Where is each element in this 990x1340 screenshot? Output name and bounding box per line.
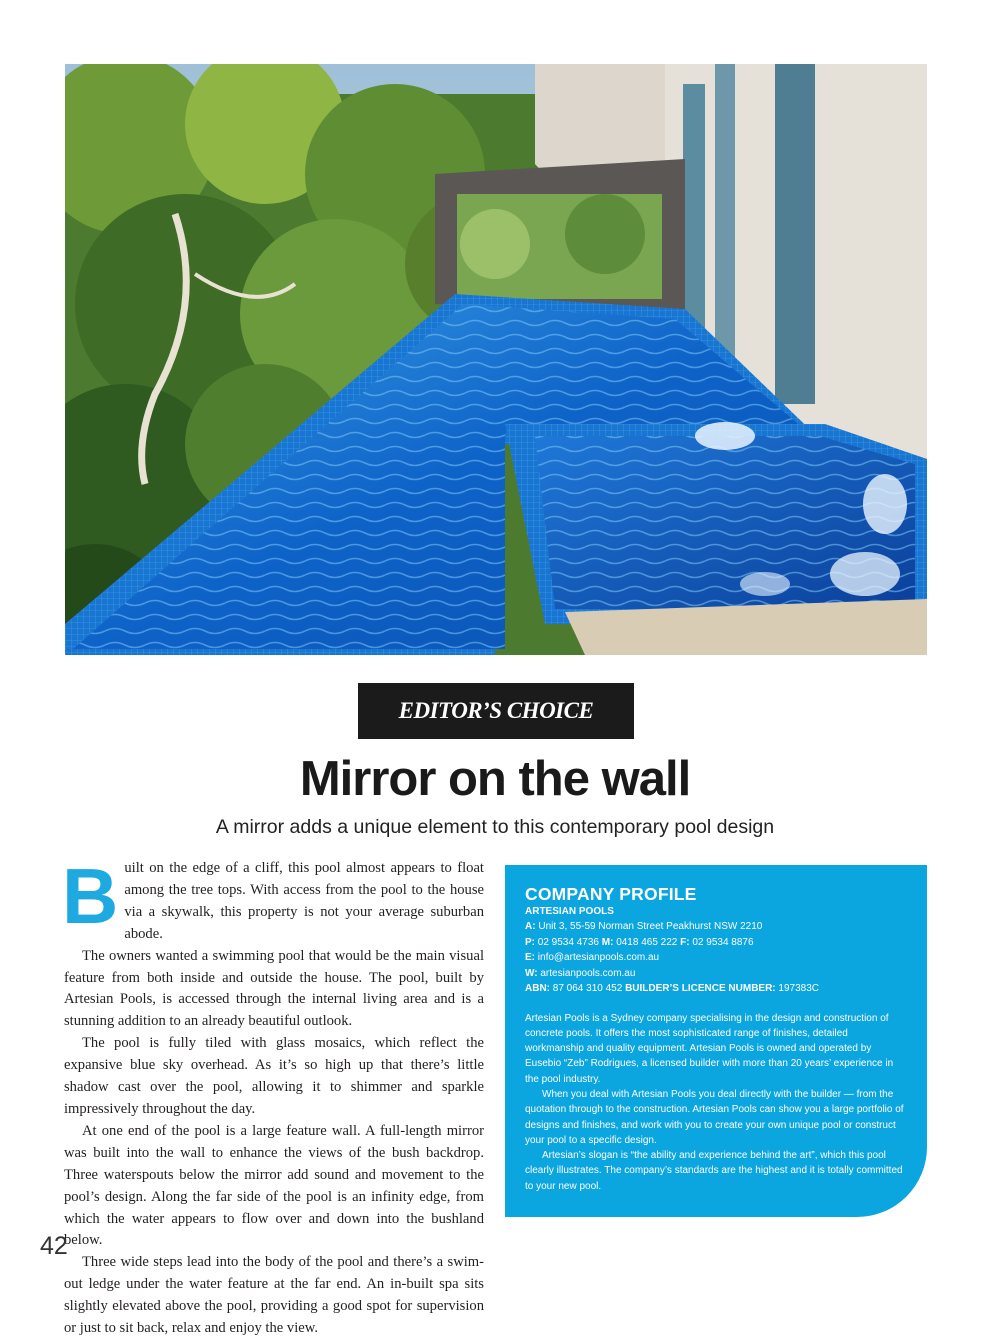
editors-choice-badge: EDITOR’S CHOICE — [358, 683, 634, 739]
company-profile-box — [505, 865, 927, 1217]
web-label: W: — [525, 967, 538, 979]
abn-label: ABN: — [525, 983, 550, 994]
web-line — [525, 966, 907, 982]
email-line — [525, 950, 907, 966]
paragraph: uilt on the edge of a cliff, this pool almost appears to float among the tree tops. With access from the pool to the house via a skywalk, this property is not your average suburban abode. — [124, 860, 484, 942]
address-value: Unit 3, 55-59 Norman Street Peakhurst NSW 2210 — [538, 921, 763, 932]
licence-label: BUILDER’S LICENCE NUMBER: — [625, 983, 776, 994]
abn-line — [525, 981, 907, 997]
profile-paragraph: Artesian’s slogan is “the ability and experience behind the art”, which this pool clearly illustrates. The company’s standards are the highest and it is totally committed to your new pool. — [525, 1150, 903, 1192]
website-link[interactable]: artesianpools.com.au — [540, 967, 636, 979]
abn-value: 87 064 310 452 — [552, 983, 623, 994]
paragraph: At one end of the pool is a large feature wall. A full-length mirror was built into the wall to enhance the views of the bush backdrop. Three waterspouts below the mirror add sound and movement to the pool’s design. Along the far side of the pool is an infinity edge, from which the water appears to flow over and down into the bushland below. — [64, 1122, 484, 1249]
mobile-label: M: — [601, 936, 614, 948]
drop-cap: B — [62, 852, 119, 940]
fax-value: 02 9534 8876 — [692, 936, 754, 948]
mobile-value[interactable]: 0418 465 222 — [616, 936, 678, 948]
profile-paragraph: Artesian Pools is a Sydney company specialising in the design and construction of concrete pools. It offers the most sophisticated range of finishes, detailed workmanship and quality equipment. Artesian Pools is owned and operated by Eusebio “Zeb” Rodrigues, a licensed builder with more than 20 years’ experience in the pool industry. — [525, 1012, 894, 1085]
company-name: ARTESIAN POOLS — [525, 906, 614, 917]
fax-label: F: — [680, 936, 690, 948]
address-line — [525, 919, 907, 935]
licence-value: 197383C — [778, 983, 820, 994]
article-title: Mirror on the wall — [299, 752, 691, 806]
paragraph: Three wide steps lead into the body of the pool and there’s a swim-out ledge under the water feature at the far end. An in-built spa sits slightly elevated above the pool, providing a good spot for supervision or just to sit back, relax and enjoy the view. — [64, 1254, 484, 1337]
pool-illustration — [65, 64, 927, 655]
phone-value[interactable]: 02 9534 4736 — [537, 936, 599, 948]
profile-heading: COMPANY PROFILE — [525, 884, 697, 904]
paragraph: The pool is fully tiled with glass mosaics, which reflect the expansive blue sky overhead. As it’s so high up that there’s little shadow cast over the pool, allowing it to shimmer and sparkle impressively throughout the day. — [64, 1035, 484, 1117]
page-number: 42 — [40, 1232, 68, 1260]
email-link[interactable]: info@artesianpools.com.au — [537, 952, 660, 963]
email-label: E: — [525, 952, 535, 963]
article-subtitle: A mirror adds a unique element to this contemporary pool design — [215, 816, 775, 838]
phone-label: P: — [525, 936, 535, 948]
paragraph: The owners wanted a swimming pool that would be the main visual feature from both inside and outside the house. The pool, built by Artesian Pools, is accessed through the internal living area and is a stunning addition to an already beautiful outlook. — [64, 947, 484, 1030]
phone-line — [525, 935, 907, 951]
profile-paragraph: When you deal with Artesian Pools you deal directly with the builder — from the quotation through to the construction. Artesian Pools can show you a large portfolio of designs and finishes, and work with you to create your own unique pool or construct your pool to a specific design. — [525, 1088, 904, 1146]
address-label: A: — [525, 921, 536, 932]
article-body — [62, 852, 484, 1340]
pool-photo — [65, 64, 927, 655]
profile-description — [525, 1011, 907, 1195]
